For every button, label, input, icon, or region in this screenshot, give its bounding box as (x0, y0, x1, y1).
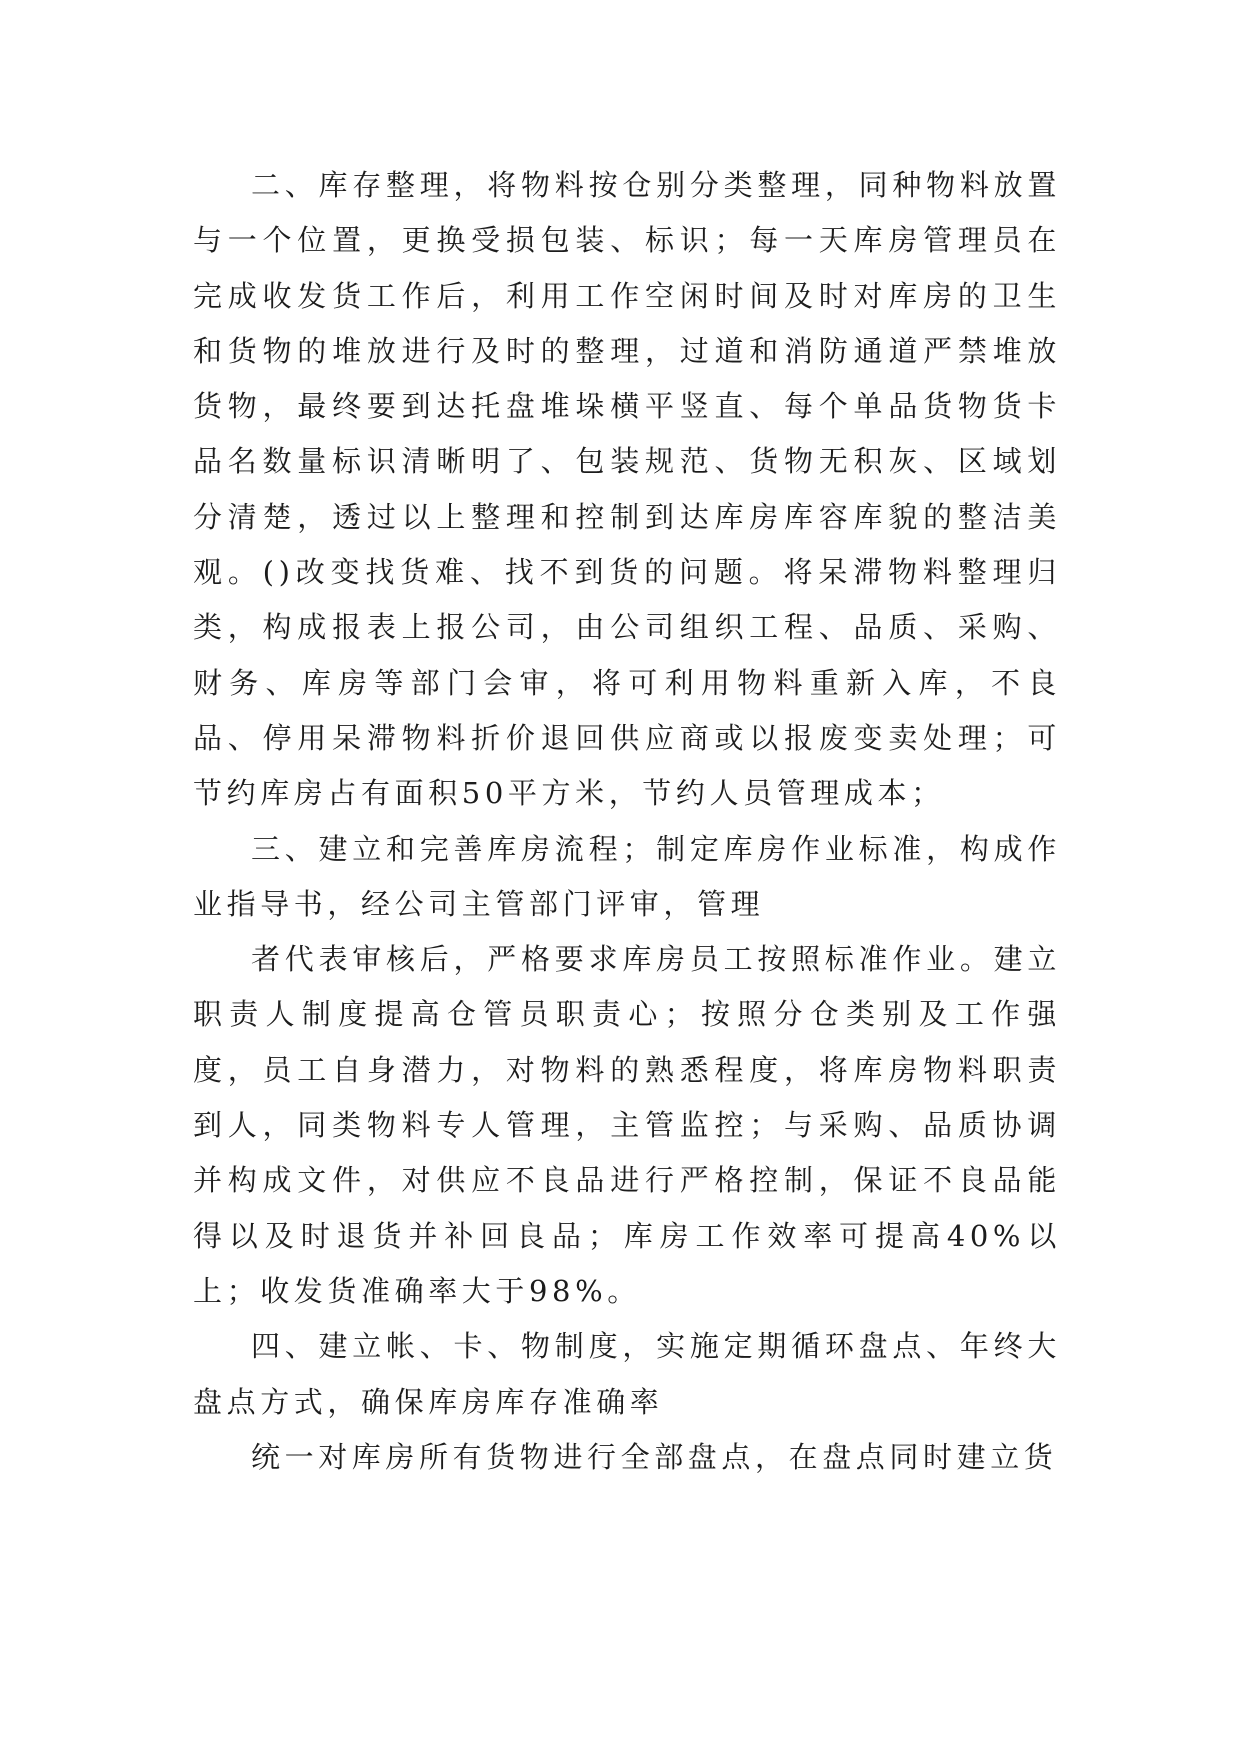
paragraph-responsibility-system: 者代表审核后，严格要求库房员工按照标准作业。建立职责人制度提高仓管员职责心；按照分仓类别及工作强度，员工自身潜力，对物料的熟悉程度，将库房物料职责到人，同类物料专人管理，主管监控；与采购、品质协调并构成文件，对供应不良品进行严格控制，保证不良品能得以及时退货并补回良品；库房工作效率可提高40%以上；收发货准确率大于98%。 (193, 942, 1061, 1308)
paragraph-warehouse-process: 三、建立和完善库房流程；制定库房作业标准，构成作业指导书，经公司主管部门评审，管理 (193, 831, 1061, 921)
paragraph-full-stocktake: 统一对库房所有货物进行全部盘点，在盘点同时建立货 (251, 1439, 1058, 1474)
document-body (193, 158, 1061, 1485)
paragraph-inventory-organization: 二、库存整理，将物料按仓别分类整理，同种物料放置与一个位置，更换受损包装、标识；每一天库房管理员在完成收发货工作后，利用工作空闲时间及时对库房的卫生和货物的堆放进行及时的整理，过道和消防通道严禁堆放货物，最终要到达托盘堆垛横平竖直、每个单品货物货卡品名数量标识清晰明了、包装规范、货物无积灰、区域划分清楚，透过以上整理和控制到达库房库容库貌的整洁美观。()改变找货难、找不到货的问题。将呆滞物料整理归类，构成报表上报公司，由公司组织工程、品质、采购、财务、库房等部门会审，将可利用物料重新入库，不良品、停用呆滞物料折价退回供应商或以报废变卖处理；可节约库房占有面积50平方米，节约人员管理成本； (193, 168, 1061, 811)
paragraph-account-card-system: 四、建立帐、卡、物制度，实施定期循环盘点、年终大盘点方式，确保库房库存准确率 (193, 1329, 1061, 1419)
